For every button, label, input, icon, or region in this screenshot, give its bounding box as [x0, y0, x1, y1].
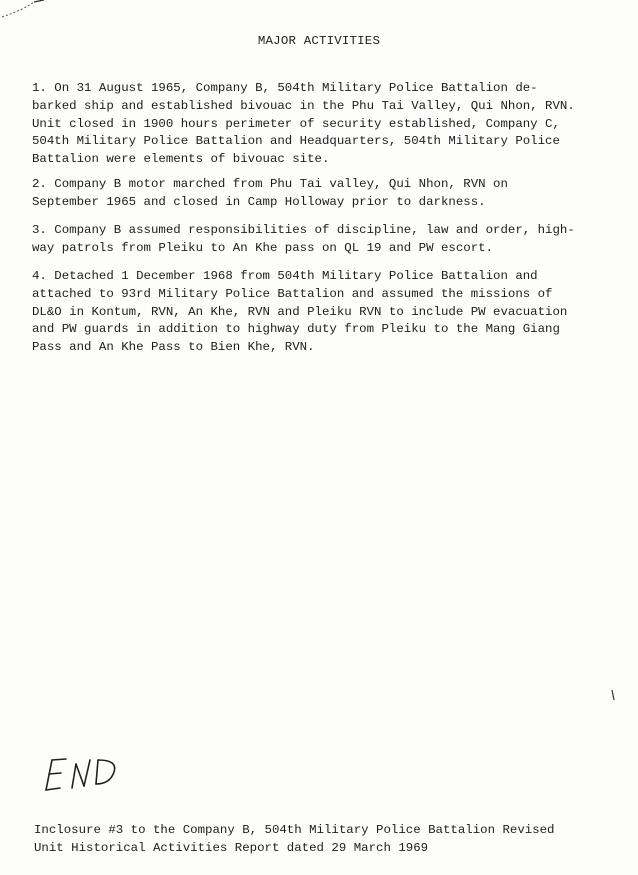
paragraph-line: 2. Company B motor marched from Phu Tai valley, Qui Nhon, RVN on — [32, 177, 508, 191]
paragraph-line: September 1965 and closed in Camp Holloway prior to darkness. — [32, 194, 486, 209]
paragraph-1 — [32, 80, 612, 169]
paragraph-line: 4. Detached 1 December 1968 from 504th Military Police Battalion and — [32, 269, 538, 283]
paragraph-line: DL&O in Kontum, RVN, An Khe, RVN and Pleiku RVN to include PW evacuation — [32, 304, 568, 319]
paragraph-line: way patrols from Pleiku to An Khe pass on QL 19 and PW escort. — [32, 240, 494, 255]
paragraph-line: attached to 93rd Military Police Battalion and assumed the missions of — [32, 286, 553, 301]
document-title: MAJOR ACTIVITIES — [257, 34, 381, 48]
scan-mark-right — [610, 686, 618, 706]
paragraph-line: Battalion were elements of bivouac site. — [32, 152, 330, 167]
paragraph-line: and PW guards in addition to highway duty from Pleiku to the Mang Giang — [32, 322, 560, 337]
paragraph-line: 3. Company B assumed responsibilities of discipline, law and order, high- — [32, 223, 575, 237]
paragraph-line: 1. On 31 August 1965, Company B, 504th Military Police Battalion de- — [32, 81, 538, 95]
scan-mark-topleft — [0, 0, 48, 20]
handwritten-end — [38, 752, 122, 798]
paragraph-line: Unit closed in 1900 hours perimeter of security established, Company C, — [32, 116, 560, 131]
inclosure-note — [34, 822, 624, 858]
paragraph-line: barked ship and established bivouac in the Phu Tai Valley, Qui Nhon, RVN. — [32, 98, 575, 113]
paragraph-4 — [32, 268, 612, 357]
paragraph-2 — [32, 176, 612, 212]
paragraph-line: 504th Military Police Battalion and Headquarters, 504th Military Police — [32, 134, 560, 149]
inclosure-line: Unit Historical Activities Report dated 29 March 1969 — [34, 840, 429, 855]
inclosure-line: Inclosure #3 to the Company B, 504th Military Police Battalion Revised — [34, 823, 555, 837]
paragraph-3 — [32, 222, 612, 258]
paragraph-line: Pass and An Khe Pass to Bien Khe, RVN. — [32, 340, 315, 355]
